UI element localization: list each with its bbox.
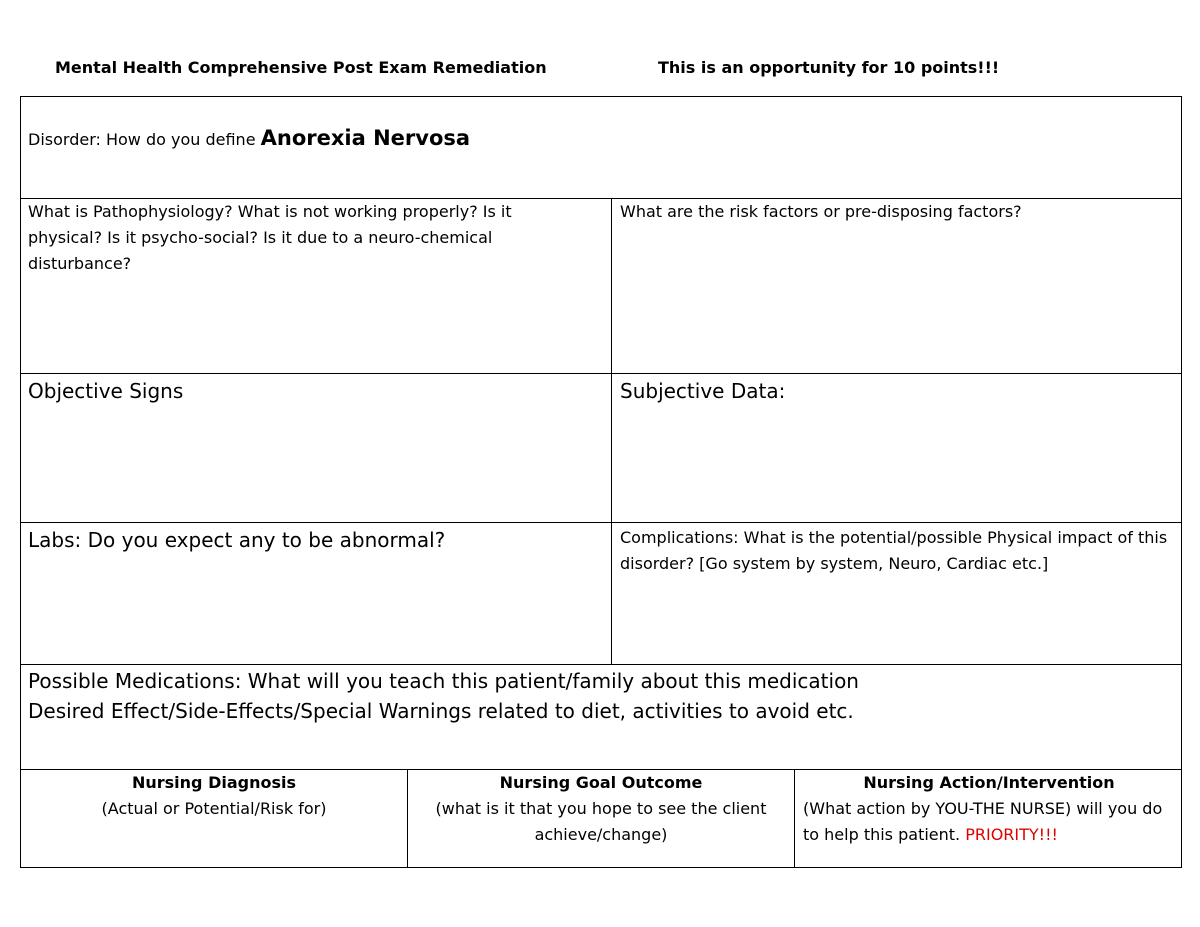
- complications-cell[interactable]: [620, 525, 1176, 577]
- row-divider-4: [21, 664, 1181, 665]
- column-divider-middle: [611, 198, 612, 664]
- disorder-prompt: Disorder: How do you define: [28, 130, 261, 149]
- nursing-action-title: Nursing Action/Intervention: [863, 773, 1115, 792]
- nursing-action-sub: (What action by YOU-THE NURSE) will you do to help this patient.: [803, 799, 1163, 844]
- complications-prompt: Complications: What is the potential/possible Physical impact of this disorder? [Go system by system, Neuro, Cardiac etc.]: [620, 528, 1168, 573]
- subjective-data-cell[interactable]: [620, 376, 1175, 406]
- objective-signs-label: Objective Signs: [28, 379, 184, 403]
- medications-line-1: Possible Medications: What will you teach this patient/family about this medication: [28, 669, 859, 693]
- nursing-goal-sub: (what is it that you hope to see the client achieve/change): [435, 799, 767, 844]
- labs-cell[interactable]: [28, 525, 598, 555]
- nursing-diagnosis-cell[interactable]: [23, 770, 405, 822]
- medications-cell[interactable]: [28, 666, 1173, 726]
- remediation-table: [20, 96, 1182, 868]
- pathophysiology-prompt: What is Pathophysiology? What is not working properly? Is it physical? Is it psycho-social? Is it due to a neuro-chemical disturbance?: [28, 202, 512, 273]
- points-note: This is an opportunity for 10 points!!!: [658, 58, 1000, 77]
- risk-factors-prompt: What are the risk factors or pre-disposing factors?: [620, 202, 1022, 221]
- document-title: Mental Health Comprehensive Post Exam Remediation: [55, 58, 547, 77]
- pathophysiology-cell[interactable]: [28, 199, 588, 277]
- disorder-cell[interactable]: [28, 125, 1168, 153]
- nursing-diagnosis-title: Nursing Diagnosis: [131, 773, 297, 792]
- disorder-name: Anorexia Nervosa: [260, 126, 471, 150]
- nursing-action-cell[interactable]: [803, 770, 1175, 848]
- column-divider-nursing-1: [407, 769, 408, 867]
- nursing-goal-cell[interactable]: [416, 770, 786, 848]
- row-divider-2: [21, 373, 1181, 374]
- labs-prompt: Labs: Do you expect any to be abnormal?: [28, 528, 446, 552]
- medications-line-2: Desired Effect/Side-Effects/Special Warnings related to diet, activities to avoid etc.: [28, 699, 854, 723]
- subjective-data-label: Subjective Data:: [620, 379, 786, 403]
- priority-label: PRIORITY!!!: [965, 825, 1058, 844]
- nursing-diagnosis-sub: (Actual or Potential/Risk for): [101, 799, 327, 818]
- objective-signs-cell[interactable]: [28, 376, 598, 406]
- nursing-goal-title: Nursing Goal Outcome: [499, 773, 703, 792]
- risk-factors-cell[interactable]: [620, 199, 1175, 225]
- row-divider-3: [21, 522, 1181, 523]
- column-divider-nursing-2: [794, 769, 795, 867]
